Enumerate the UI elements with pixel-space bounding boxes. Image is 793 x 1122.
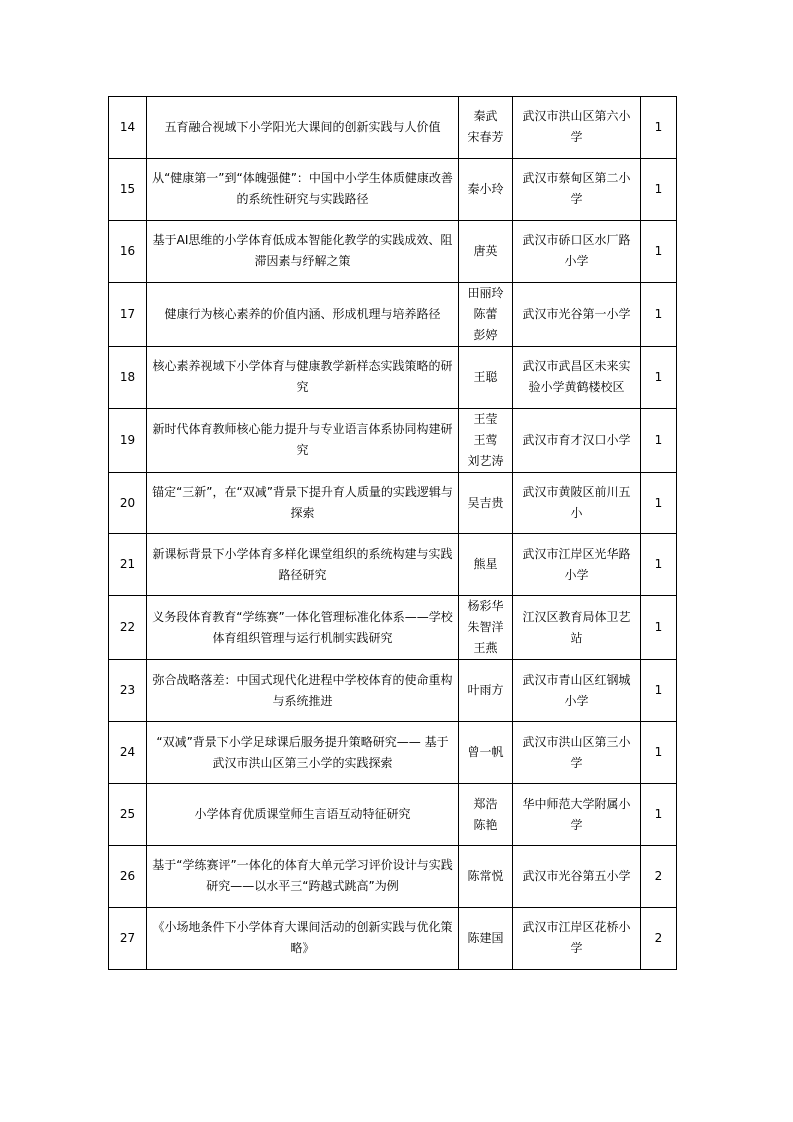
paper-title: 基于“学练赛评”一体化的体育大单元学习评价设计与实践研究——以水平三“跨越式跳高”为例: [147, 846, 459, 908]
award-grade: 1: [641, 660, 677, 722]
author-name: 郑浩: [473, 796, 498, 811]
author-name: 刘艺涛: [467, 453, 504, 468]
author-names: [459, 534, 513, 596]
table-row: [109, 97, 677, 159]
author-name: 彭婷: [473, 327, 498, 342]
row-number: 27: [109, 907, 147, 969]
paper-title: 健康行为核心素养的价值内涵、形成机理与培养路径: [147, 282, 459, 346]
award-grade: 1: [641, 596, 677, 660]
author-names: [459, 596, 513, 660]
award-grade: 2: [641, 846, 677, 908]
author-names: [459, 97, 513, 159]
award-grade: 1: [641, 158, 677, 220]
author-names: [459, 282, 513, 346]
author-name: 朱智洋: [467, 620, 504, 635]
author-name: 陈常悦: [467, 868, 504, 883]
author-name: 田丽玲: [467, 285, 504, 300]
affiliation: 武汉市江岸区花桥小学: [513, 907, 641, 969]
table-row: [109, 472, 677, 534]
results-table: [108, 96, 677, 970]
row-number: 20: [109, 472, 147, 534]
author-names: [459, 846, 513, 908]
row-number: 22: [109, 596, 147, 660]
row-number: 21: [109, 534, 147, 596]
award-grade: 1: [641, 472, 677, 534]
author-names: [459, 220, 513, 282]
paper-title: 核心素养视域下小学体育与健康教学新样态实践策略的研究: [147, 346, 459, 408]
affiliation: 武汉市光谷第一小学: [513, 282, 641, 346]
table-row: [109, 534, 677, 596]
row-number: 16: [109, 220, 147, 282]
table-row: [109, 158, 677, 220]
author-name: 王燕: [473, 641, 498, 656]
table-row: [109, 907, 677, 969]
author-names: [459, 346, 513, 408]
award-grade: 1: [641, 784, 677, 846]
author-name: 王聪: [473, 369, 498, 384]
award-grade: 1: [641, 346, 677, 408]
paper-title: 义务段体育教育“学练赛”一体化管理标准化体系——学校体育组织管理与运行机制实践研究: [147, 596, 459, 660]
author-name: 秦小玲: [467, 181, 504, 196]
row-number: 19: [109, 408, 147, 472]
row-number: 24: [109, 722, 147, 784]
author-name: 陈艳: [473, 817, 498, 832]
author-name: 曾一帆: [467, 745, 504, 760]
affiliation: 武汉市武昌区未来实验小学黄鹤楼校区: [513, 346, 641, 408]
row-number: 23: [109, 660, 147, 722]
award-grade: 1: [641, 282, 677, 346]
author-names: [459, 408, 513, 472]
table-row: [109, 846, 677, 908]
row-number: 17: [109, 282, 147, 346]
row-number: 15: [109, 158, 147, 220]
affiliation: 武汉市江岸区光华路小学: [513, 534, 641, 596]
award-grade: 1: [641, 408, 677, 472]
paper-title: 《小场地条件下小学体育大课间活动的创新实践与优化策略》: [147, 907, 459, 969]
paper-title: 锚定“三新”，在“双减”背景下提升育人质量的实践逻辑与探索: [147, 472, 459, 534]
table-row: [109, 660, 677, 722]
author-name: 宋春芳: [467, 130, 504, 145]
author-names: [459, 660, 513, 722]
author-names: [459, 907, 513, 969]
author-name: 王莹: [473, 411, 498, 426]
row-number: 25: [109, 784, 147, 846]
award-grade: 1: [641, 722, 677, 784]
affiliation: 武汉市黄陂区前川五小: [513, 472, 641, 534]
affiliation: 武汉市洪山区第三小学: [513, 722, 641, 784]
paper-title: 五育融合视域下小学阳光大课间的创新实践与人价值: [147, 97, 459, 159]
award-grade: 1: [641, 220, 677, 282]
author-name: 叶雨方: [467, 683, 504, 698]
paper-title: 弥合战略落差：中国式现代化进程中学校体育的使命重构与系统推进: [147, 660, 459, 722]
paper-title: 新时代体育教师核心能力提升与专业语言体系协同构建研究: [147, 408, 459, 472]
author-name: 唐英: [473, 243, 498, 258]
affiliation: 华中师范大学附属小学: [513, 784, 641, 846]
author-names: [459, 784, 513, 846]
row-number: 14: [109, 97, 147, 159]
paper-title: “双减”背景下小学足球课后服务提升策略研究—— 基于武汉市洪山区第三小学的实践探索: [147, 722, 459, 784]
results-table-body: [109, 97, 677, 970]
author-name: 吴吉贵: [467, 495, 504, 510]
table-row: [109, 784, 677, 846]
affiliation: 武汉市洪山区第六小学: [513, 97, 641, 159]
table-row: [109, 282, 677, 346]
table-row: [109, 220, 677, 282]
author-name: 王莺: [473, 432, 498, 447]
paper-title: 新课标背景下小学体育多样化课堂组织的系统构建与实践路径研究: [147, 534, 459, 596]
paper-title: 从“健康第一”到“体魄强健”：中国中小学生体质健康改善的系统性研究与实践路径: [147, 158, 459, 220]
affiliation: 武汉市光谷第五小学: [513, 846, 641, 908]
award-grade: 1: [641, 97, 677, 159]
table-row: [109, 408, 677, 472]
affiliation: 江汉区教育局体卫艺站: [513, 596, 641, 660]
author-names: [459, 722, 513, 784]
row-number: 18: [109, 346, 147, 408]
affiliation: 武汉市蔡甸区第二小学: [513, 158, 641, 220]
author-name: 陈建国: [467, 930, 504, 945]
author-name: 陈蕾: [473, 306, 498, 321]
author-name: 杨彩华: [467, 599, 504, 614]
author-names: [459, 472, 513, 534]
author-name: 秦武: [473, 109, 498, 124]
affiliation: 武汉市育才汉口小学: [513, 408, 641, 472]
award-grade: 2: [641, 907, 677, 969]
award-grade: 1: [641, 534, 677, 596]
paper-title: 小学体育优质课堂师生言语互动特征研究: [147, 784, 459, 846]
author-name: 熊星: [473, 557, 498, 572]
row-number: 26: [109, 846, 147, 908]
paper-title: 基于AI思维的小学体育低成本智能化教学的实践成效、阻滞因素与纾解之策: [147, 220, 459, 282]
affiliation: 武汉市硚口区水厂路小学: [513, 220, 641, 282]
author-names: [459, 158, 513, 220]
table-row: [109, 722, 677, 784]
affiliation: 武汉市青山区红钢城小学: [513, 660, 641, 722]
table-row: [109, 596, 677, 660]
table-row: [109, 346, 677, 408]
